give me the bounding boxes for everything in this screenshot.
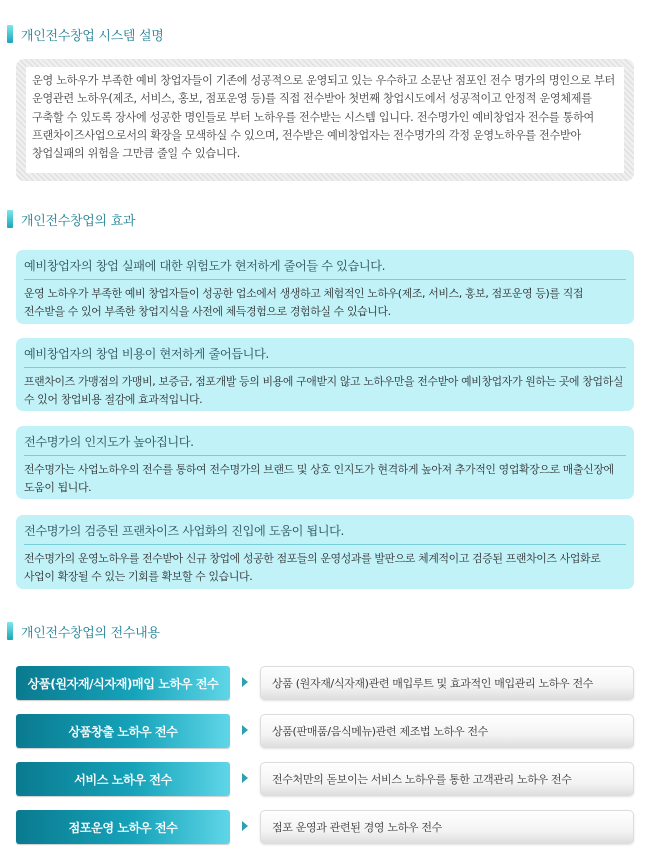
effect-heading: 예비창업자의 창업 실패에 대한 위험도가 현저하게 줄어들 수 있습니다. bbox=[24, 257, 626, 280]
section-marker-icon bbox=[7, 210, 13, 228]
content-row bbox=[16, 714, 634, 748]
effect-heading: 전수명가의 인지도가 높아집니다. bbox=[24, 433, 626, 456]
content-description: 전수처만의 돋보이는 서비스 노하우를 통한 고객관리 노하우 전수 bbox=[260, 762, 634, 796]
effect-card bbox=[16, 250, 634, 324]
effect-card bbox=[16, 338, 634, 411]
content-category-button[interactable]: 상품(원자재/식자재)매입 노하우 전수 bbox=[16, 666, 230, 700]
effect-heading: 예비창업자의 창업 비용이 현저하게 줄어듭니다. bbox=[24, 345, 626, 368]
content-description: 상품(판매품/음식메뉴)관련 제조법 노하우 전수 bbox=[260, 714, 634, 748]
section-title-text: 개인전수창업의 전수내용 bbox=[21, 625, 160, 641]
content-description: 상품 (원자재/식자재)관련 매입루트 및 효과적인 매입관리 노하우 전수 bbox=[260, 666, 634, 700]
content-row bbox=[16, 666, 634, 700]
section-title-text: 개인전수창업 시스템 설명 bbox=[21, 28, 164, 44]
system-description-box bbox=[16, 59, 634, 181]
effect-body: 프랜차이즈 가맹점의 가맹비, 보증금, 점포개발 등의 비용에 구애받지 않고 노하우만을 전수받아 예비창업자가 원하는 곳에 창업하실 수 있어 창업비용 절감에 효과적입니다. bbox=[24, 375, 623, 406]
content-description: 점포 운영과 관련된 경영 노하우 전수 bbox=[260, 810, 634, 844]
section-title-effects bbox=[7, 209, 135, 229]
section-marker-icon bbox=[7, 622, 13, 640]
effect-body: 운영 노하우가 부족한 예비 창업자들이 성공한 업소에서 생생하고 체험적인 노하우(제조, 서비스, 홍보, 점포운영 등)를 직접 전수받을 수 있어 부족한 창업지식을 사전에 체득경험으로 경험하실 수 있습니다. bbox=[24, 287, 584, 318]
arrow-right-icon bbox=[242, 773, 248, 783]
effect-body: 전수명가는 사업노하우의 전수를 통하여 전수명가의 브랜드 및 상호 인지도가 현격하게 높아져 추가적인 영업확장으로 매출신장에 도움이 됩니다. bbox=[24, 463, 614, 494]
arrow-right-icon bbox=[242, 677, 248, 687]
arrow-right-icon bbox=[242, 821, 248, 831]
content-category-button[interactable]: 상품창출 노하우 전수 bbox=[16, 714, 230, 748]
arrow-right-icon bbox=[242, 725, 248, 735]
section-title-system bbox=[7, 24, 164, 44]
content-row bbox=[16, 810, 634, 844]
section-title-text: 개인전수창업의 효과 bbox=[21, 213, 136, 229]
effect-body: 전수명가의 운영노하우를 전수받아 신규 창업에 성공한 점포들의 운영성과를 발판으로 체계적이고 검증된 프랜차이즈 사업화로 사업이 확장될 수 있는 기회를 확보할 수 있습니다. bbox=[24, 552, 601, 583]
content-row bbox=[16, 762, 634, 796]
system-description-text: 운영 노하우가 부족한 예비 창업자들이 기존에 성공적으로 운영되고 있는 우수하고 소문난 점포인 전수 명가의 명인으로 부터 운영관련 노하우(제조, 서비스, 홍보, 점포운영 등)를 직접 전수받아 첫번째 창업시도에서 성공적이고 안정적 운영체제를 구축할 수 있도록 장사에 성공한 명인들로 부터 노하우를 전수받는 시스템 입니다. 전수명가인 예비창업자 전수를 통하여 프랜차이즈사업으로서의 확장을 모색하실 수 있으며, 전수받은 예비창업자는 전수명가의 각정 운영노하우를 전수받아 창업실패의 위험을 그만큼 줄일 수 있습니다. bbox=[26, 67, 624, 173]
effect-card bbox=[16, 515, 634, 589]
content-category-button[interactable]: 점포운영 노하우 전수 bbox=[16, 810, 230, 844]
effect-heading: 전수명가의 검증된 프랜차이즈 사업화의 진입에 도움이 됩니다. bbox=[24, 522, 626, 545]
content-category-button[interactable]: 서비스 노하우 전수 bbox=[16, 762, 230, 796]
section-title-contents bbox=[7, 621, 160, 641]
section-marker-icon bbox=[7, 25, 13, 43]
effect-card bbox=[16, 426, 634, 499]
